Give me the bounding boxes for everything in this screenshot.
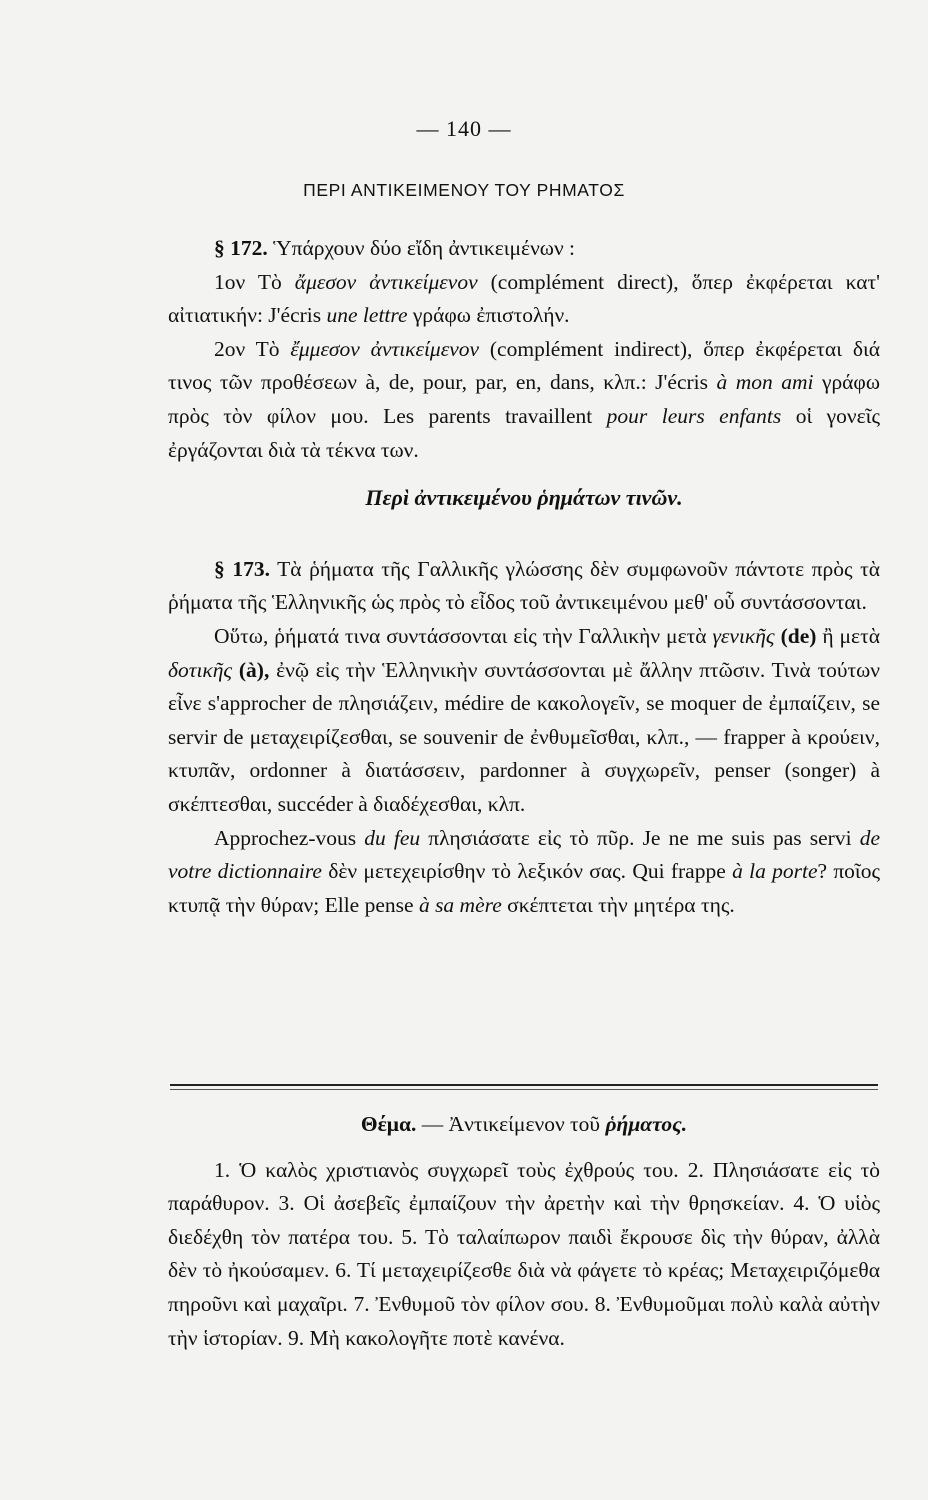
example-phrase: pour leurs enfants <box>606 403 782 428</box>
exercise-text: 1. Ὁ καλὸς χριστιανὸς συγχωρεῖ τοὺς ἐχθρούς του. 2. Πλησιάσατε εἰς τὸ παράθυρον. 3. Οἱ ἀσεβεῖς ἐμπαίζουν τὴν ἀρετὴν καὶ τὴν θρησκείαν. 4. Ὁ υἱὸς διεδέχθη τὸν πατέρα του. 5. Τὸ ταλαίπωρον παιδὶ ἔκρουσε δὶς τὴν θύραν, ἀλλὰ δὲν τὸ ἠκούσαμεν. 6. Τί μεταχειρίζεσθε διὰ νὰ φάγετε τὸ κρέας; Μεταχειριζόμεθα πηροῦνι καὶ μαχαῖρι. 7. Ἐνθυμοῦ τὸν φίλον σου. 8. Ἐνθυμοῦμαι πολὺ καλὰ αὐτὴν τὴν ἱστορίαν. 9. Μὴ κακολογῆτε ποτὲ κανένα. <box>168 1157 880 1350</box>
examples-paragraph <box>168 822 880 923</box>
example-phrase: à sa mère <box>418 892 502 917</box>
text-run: ἐνῷ εἰς τὴν Ἑλληνικὴν συντάσσονται μὲ ἄλλην πτῶσιν. Τινὰ τούτων εἶνε s'approcher de πλησιάζειν, médire de κακολογεῖν, se moquer de ἐμπαίζειν, se servir de μεταχειρίζεσθαι, se souvenir de ἐνθυμεῖσθαι, κλπ., — frapper à κρούειν, κτυπᾶν, ordonner à διατάσσειν, pardonner à συγχωρεῖν, penser (songer) à σκέπτεσθαι, succéder à διαδέχεσθαι, κλπ. <box>168 657 880 816</box>
exercise-title-word: Θέμα. <box>360 1112 417 1136</box>
exercise-title <box>168 1108 880 1142</box>
exercise-title-emph: ῥήματος. <box>605 1112 688 1136</box>
term-direct-object: ἄμεσον ἀντικείμενον <box>294 269 478 294</box>
text-run: Approchez-vous <box>214 825 365 850</box>
section-173-text: Τὰ ῥήματα τῆς Γαλλικῆς γλώσσης δὲν συμφωνοῦν πάντοτε πρὸς τὰ ῥήματα τῆς Ἑλληνικῆς ὡς πρὸς τὸ εἶδος τοῦ ἀντικειμένου μεθ' οὗ συντάσσονται. <box>168 556 880 615</box>
direct-object-paragraph <box>168 266 880 333</box>
example-phrase: de votre dictionnaire <box>168 825 880 884</box>
term-genitive: γενικῆς <box>712 623 775 648</box>
text-run: σκέπτεται τὴν μητέρα της. <box>501 892 735 917</box>
text-run: δὲν μετεχειρίσθην τὸ λεξικόν σας. Qui frappe <box>321 859 733 884</box>
example-phrase: à la porte <box>732 859 818 884</box>
text-run: Οὕτω, ῥήματά τινα συντάσσονται εἰς τὴν Γαλλικὴν μετὰ <box>214 623 713 648</box>
example-phrase: une lettre <box>326 303 408 328</box>
text-run: ? ποῖος κτυπᾷ τὴν θύραν; Elle pense <box>168 859 880 917</box>
text-run: γράφω ἐπιστολήν. <box>407 303 570 328</box>
text-run: (complément direct), ὅπερ ἐκφέρεται κατ' αἰτιατικήν: J'écris <box>168 269 881 328</box>
main-text <box>168 232 880 922</box>
page-number: — 140 — <box>416 116 512 141</box>
term-de: (de) <box>774 623 823 648</box>
term-indirect-object: ἔμμεσον ἀντικείμενον <box>290 336 480 361</box>
exercise-block <box>168 1108 880 1355</box>
item-number: 1ον Τὸ <box>214 269 295 294</box>
section-mark: § 172. <box>214 236 268 260</box>
text-run: (complément indirect), ὅπερ ἐκφέρεται διά τινος τῶν προθέσεων à, de, pour, par, en, dans, κλπ.: J'écris <box>168 336 880 395</box>
section-173-intro <box>168 553 880 620</box>
exercise-title-rest: — Ἀντικείμενον τοῦ <box>416 1112 606 1136</box>
section-divider <box>170 1084 878 1090</box>
section-172-text: Ὑπάρχουν δύο εἴδη ἀντικειμένων : <box>267 236 576 260</box>
section-172-intro <box>168 232 880 266</box>
text-run: γράφω πρὸς τὸν φίλον μου. Les parents travaillent <box>168 370 880 428</box>
indirect-object-paragraph <box>168 333 880 467</box>
example-phrase: à mon ami <box>716 370 814 395</box>
term-a: (à), <box>232 657 277 682</box>
text-run: πλησιάσατε εἰς τὸ πῦρ. Je ne me suis pas servi <box>420 825 860 850</box>
item-number: 2ον Τὸ <box>214 336 291 361</box>
example-phrase: du feu <box>364 825 421 850</box>
section-mark: § 173. <box>214 556 270 581</box>
subheading: Περὶ ἀντικειμένου ῥημάτων τινῶν. <box>365 485 683 511</box>
chapter-title: ΠΕΡΙ ΑΝΤΙΚΕΙΜΕΝΟΥ ΤΟΥ ΡΗΜΑΤΟΣ <box>303 180 625 200</box>
term-dative: δοτικῆς <box>168 657 233 682</box>
text-run: ἢ μετὰ <box>822 623 880 648</box>
text-run: οἱ γονεῖς ἐργάζονται διὰ τὰ τέκνα των. <box>168 403 880 462</box>
verbs-paragraph <box>168 620 880 822</box>
